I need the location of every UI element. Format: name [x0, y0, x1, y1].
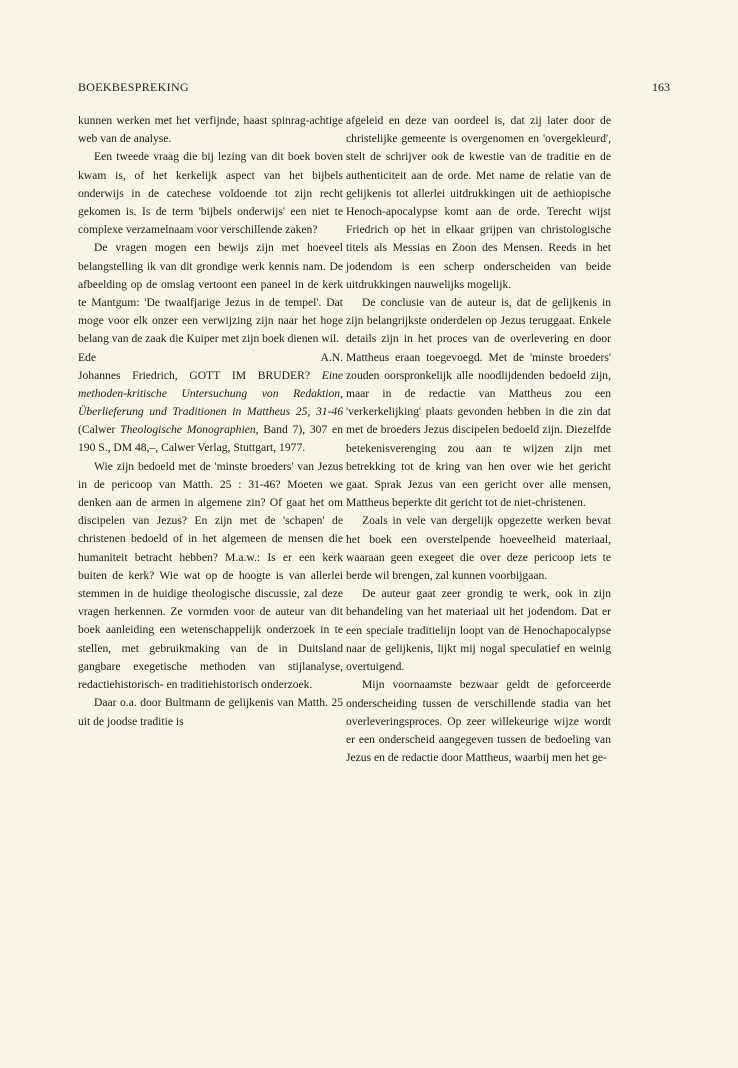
- page-number: 163: [652, 80, 670, 94]
- paragraph: De conclusie van de auteur is, dat de gelijkenis in zijn belangrijkste onderdelen op Jezus teruggaat. Enkele details zijn in het proces van de overlevering en door Mattheus eraan toegevoegd. Met de 'minste broeders' zouden oorspronkelijk alle noodlijdenden bedoeld zijn, maar in de redactie van Mattheus zou een 'verkerkelijking' plaats gevonden hebben in die zin dat met de broeders Jezus discipelen bedoeld zijn. Diezelfde betekenisverenging zou aan te wijzen zijn met betrekking tot de kring van hen over wie het gericht gaat. Sprak Jezus van een gericht over alle mensen, Mattheus beperkte dit gericht tot de niet-christenen.: [346, 296, 611, 510]
- running-title: BOEKBESPREKING: [78, 80, 189, 94]
- book-series-open: (Calwer: [78, 423, 116, 437]
- right-column: [346, 112, 611, 767]
- book-details: Band 7), 307 en 190 S., DM 48,–, Calwer Verlag, Stuttgart, 1977.: [78, 423, 343, 455]
- book-subtitle: Eine methoden-kritische Untersuchung von Redaktion, Überlieferung und Traditionen in Mattheus 25, 31-46: [78, 368, 343, 419]
- signature-author: A.N.: [320, 350, 343, 364]
- book-author-title: Johannes Friedrich, GOTT IM BRUDER?: [78, 368, 310, 382]
- paragraph: Een tweede vraag die bij lezing van dit boek boven kwam is, of het kerkelijk aspect van het bijbels onderwijs in de catechese voldoende tot zijn recht gekomen is. Is de term 'bijbels onderwijs' een niet te complexe verzamelnaam voor verschillende zaken?: [78, 150, 343, 237]
- paragraph: De vragen mogen een bewijs zijn met hoeveel belangstelling ik van dit grondige werk kennis nam. De afbeelding op de omslag vertoont een paneel in de kerk te Mantgum: 'De twaalfjarige Jezus in de tempel'. Dat moge voor elk onzer een verwijzing zijn naar het hoge belang van de zaak die Kuiper met zijn boek dienen wil.: [78, 241, 343, 346]
- signature-place: Ede: [78, 350, 97, 364]
- review-signature: [78, 349, 343, 367]
- book-reference: [78, 367, 343, 458]
- paragraph: kunnen werken met het verfijnde, haast spinrag-achtige web van de analyse.: [78, 114, 343, 146]
- paragraph: afgeleid en deze van oordeel is, dat zij later door de christelijke gemeente is overgenomen en 'overgekleurd', stelt de schrijver ook de kwestie van de traditie en de authenticiteit aan de orde. Met name de relatie van de gelijkenis tot allerlei uitdrukkingen uit de aethiopische Henoch-apocalypse komt aan de orde. Terecht wijst Friedrich op het in elkaar grijpen van christologische titels als Messias en Zoon des Mensen. Reeds in het jodendom is een scherp onderscheiden van beide uitdrukkingen nauwelijks mogelijk.: [346, 114, 611, 291]
- paragraph: Zoals in vele van dergelijk opgezette werken bevat het boek een overstelpende hoeveelheid materiaal, waaraan geen exegeet die over deze pericoop iets te berde wil brengen, zal kunnen voorbijgaan.: [346, 514, 611, 583]
- book-series-name: Theologische Monographien,: [120, 423, 259, 437]
- paragraph: Wie zijn bedoeld met de 'minste broeders' van Jezus in de pericoop van Matth. 25 : 31-46? Moeten we denken aan de armen in algemene zin? Of gaat het om discipelen van Jezus? En zijn met de 'schapen' de christenen bedoeld of in het algemeen de mensen die humaniteit betracht hebben? M.a.w.: Is er een kerk buiten de kerk? Wie wat op de hoogte is van allerlei stemmen in de huidige theologische discussie, zal deze vragen herkennen. Ze vormden voor de auteur van dit boek aanleiding een wetenschappelijk onderzoek in te stellen, met gebruikmaking van de in Duitsland gangbare exegetische methoden van stijlanalyse, redactiehistorisch- en traditiehistorisch onderzoek.: [78, 459, 343, 692]
- page-header: [78, 80, 670, 98]
- paragraph: Mijn voornaamste bezwaar geldt de geforceerde onderscheiding tussen de verschillende stadia van het overleveringsproces. Op zeer willekeurige wijze wordt er een onderscheid aangegeven tussen de bedoeling van Jezus en de redactie door Mattheus, waarbij men het ge-: [346, 678, 611, 765]
- left-column: [78, 112, 343, 731]
- paragraph: De auteur gaat zeer grondig te werk, ook in zijn behandeling van het materiaal uit het jodendom. Dat er een speciale traditielijn loopt van de Henochapocalypse naar de gelijkenis, lijkt mij nogal speculatief en weinig overtuigend.: [346, 587, 611, 674]
- paragraph: Daar o.a. door Bultmann de gelijkenis van Matth. 25 uit de joodse traditie is: [78, 696, 343, 728]
